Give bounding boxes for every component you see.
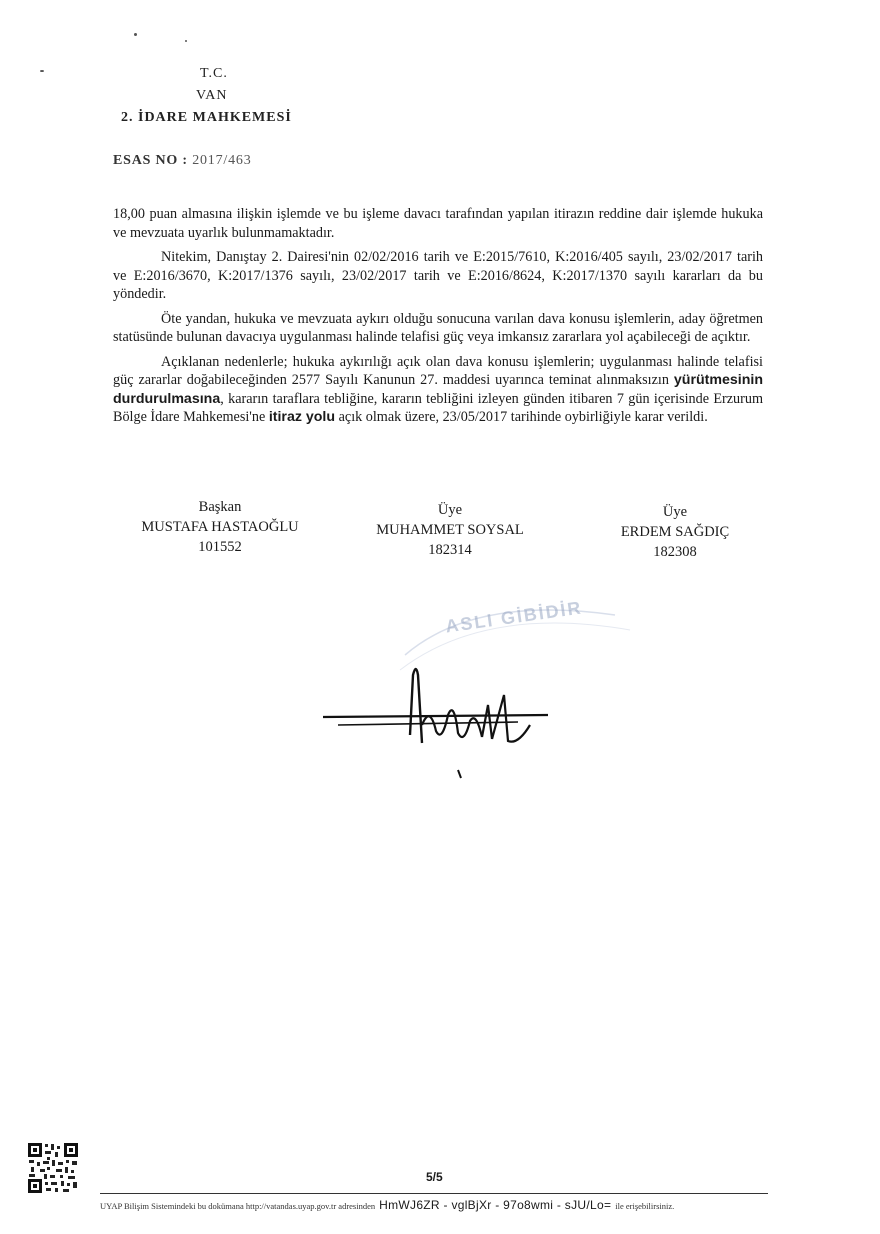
paragraph-4-part-a: Açıklanan nedenlerle; hukuka aykırılığı açık olan dava konusu işlemlerin; uygulanması halinde telafisi güç zararlar doğabileceğinden 2577 Sayılı Kanunun 27. maddesi uyarınca teminat alınmaksızın bbox=[113, 353, 763, 388]
signature-id: 182308 bbox=[653, 544, 697, 560]
court-name: 2. İDARE MAHKEMESİ bbox=[121, 110, 292, 125]
handwritten-signature bbox=[318, 655, 548, 790]
paragraph-4-part-b: , kararın taraflara tebliğine, kararın tebliğini izleyen günden itibaren 7 gün içerisinde Erzurum Bölge İdare Mahkemesi'ne bbox=[113, 390, 763, 425]
page-number: 5/5 bbox=[426, 1170, 443, 1184]
paragraph-3: Öte yandan, hukuka ve mevzuata aykırı olduğu sonucuna varılan dava konusu işlemlerin, aday öğretmen statüsünde bulunan davacıya uygulanması halinde telafisi güç veya imkansız zararlara yol açabileceği de açıktır. bbox=[113, 310, 763, 345]
qr-code-graphic bbox=[27, 1142, 79, 1194]
footer-divider bbox=[100, 1193, 768, 1194]
signature-role: Üye bbox=[437, 502, 463, 518]
scan-speck bbox=[40, 70, 44, 72]
signature-scribble bbox=[318, 655, 548, 790]
signature-role: Başkan bbox=[198, 499, 242, 515]
signature-name: MUHAMMET SOYSAL bbox=[376, 522, 524, 538]
paragraph-1: 18,00 puan almasına ilişkin işlemde ve bu işleme davacı tarafından yapılan itirazın reddine dair işlemde hukuka ve mevzuata uyarlık bulunmamaktadır. bbox=[113, 206, 763, 241]
case-number-value: 2017/463 bbox=[192, 153, 252, 168]
signature-block-president bbox=[120, 497, 320, 557]
paragraph-4 bbox=[113, 353, 763, 427]
paragraph-4-part-c: açık olmak üzere, 23/05/2017 tarihinde oybirliğiyle karar verildi. bbox=[335, 409, 708, 425]
document-access-code: HmWJ6ZR - vglBjXr - 97o8wmi - sJU/Lo= bbox=[379, 1198, 612, 1212]
qr-code bbox=[27, 1142, 79, 1194]
stamp-text: ASLI GİBİDİR bbox=[444, 597, 584, 637]
case-number bbox=[113, 153, 252, 169]
signature-id: 101552 bbox=[198, 539, 242, 555]
uyap-access-note bbox=[100, 1196, 780, 1214]
signature-id: 182314 bbox=[428, 542, 472, 558]
body-text bbox=[113, 205, 763, 427]
signature-role: Üye bbox=[662, 504, 688, 520]
paragraph-4-bold-2: itiraz yolu bbox=[268, 409, 336, 425]
scan-speck bbox=[185, 40, 187, 42]
paragraph-4-bold-1: yürütmesinin durdurulmasına bbox=[113, 372, 763, 407]
header-city: VAN bbox=[196, 88, 228, 103]
signature-name: MUSTAFA HASTAOĞLU bbox=[141, 519, 299, 535]
signature-block-member-1 bbox=[355, 500, 545, 560]
case-number-label: ESAS NO : bbox=[113, 153, 188, 168]
uyap-prefix: UYAP Bilişim Sistemindeki bu dokümana http://vatandas.uyap.gov.tr adresinden bbox=[100, 1201, 376, 1211]
scan-speck bbox=[134, 33, 137, 36]
signature-name: ERDEM SAĞDIÇ bbox=[620, 524, 730, 540]
signature-block-member-2 bbox=[590, 502, 760, 562]
paragraph-2: Nitekim, Danıştay 2. Dairesi'nin 02/02/2016 tarih ve E:2015/7610, K:2016/405 sayılı, 23/02/2017 tarih ve E:2016/3670, K:2017/1376 sayılı, 23/02/2017 tarih ve E:2016/8624, K:2017/1370 sayılı kararları da bu yöndedir. bbox=[113, 249, 763, 302]
uyap-suffix: ile erişebilirsiniz. bbox=[615, 1201, 675, 1211]
header-tc: T.C. bbox=[200, 66, 228, 81]
